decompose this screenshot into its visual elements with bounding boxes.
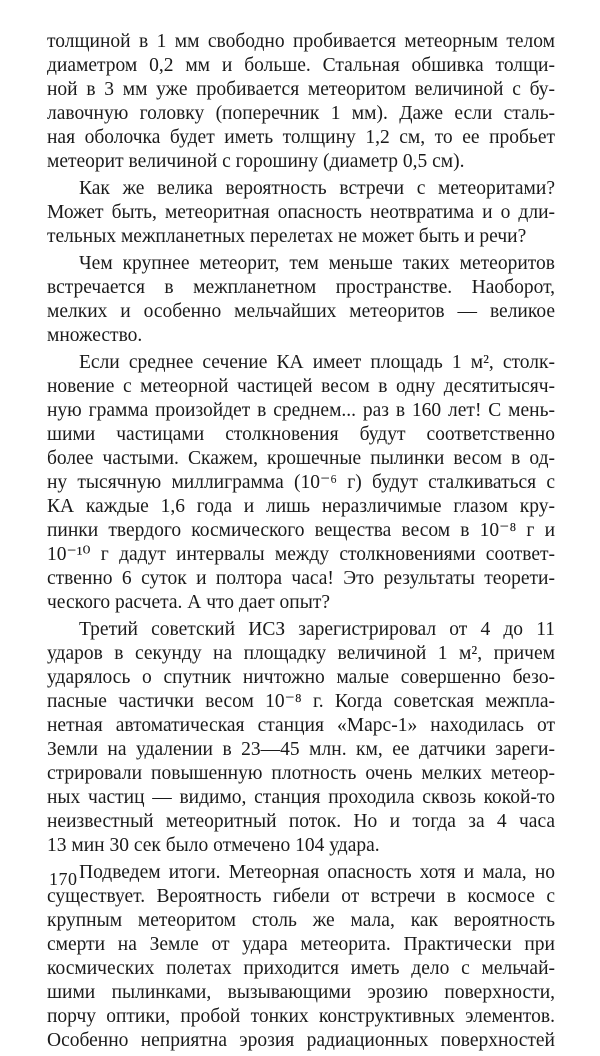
text-line: стрировали повышенную плотность очень мелких метеор- [47, 763, 555, 784]
text-line: пасные частички весом 10⁻⁸ г. Когда советская межпла- [47, 691, 555, 712]
text-line: Земли на удалении в 23—45 млн. км, ее датчики зареги- [47, 739, 555, 760]
paragraph-2 [47, 177, 555, 249]
text-line: ной в 3 мм уже пробивается метеоритом величиной с бу- [47, 79, 555, 100]
text-line: крупным метеоритом столь же мала, как вероятность [47, 910, 555, 931]
text-line: новение с метеорной частицей весом в одну десятитысяч- [47, 376, 555, 397]
text-line: смерти на Земле от удара метеорита. Практически при [47, 934, 555, 955]
text-line: более частыми. Скажем, крошечные пылинки весом в од- [47, 448, 555, 469]
text-line: 10⁻¹⁰ г дадут интервалы между столкновениями соответ- [47, 544, 555, 565]
text-line: неизвестный метеоритный поток. Но и тогда за 4 часа [47, 811, 555, 832]
text-line: пинки твердого космического вещества весом в 10⁻⁸ г и [47, 520, 555, 541]
text-line: множество. [47, 325, 143, 346]
text-line: Третий советский ИСЗ зарегистрировал от 4 до 11 [79, 619, 555, 640]
text-line: ударялось о спутник ничтожно малые совершенно безо- [47, 667, 555, 688]
text-line: существует. Вероятность гибели от встречи в космосе с [47, 886, 555, 907]
text-line: Если среднее сечение КА имеет площадь 1 м², столк- [79, 352, 555, 373]
text-line: ная оболочка будет иметь толщину 1,2 см, то ее пробьет [47, 127, 555, 148]
text-line: Чем крупнее метеорит, тем меньше таких метеоритов [79, 253, 555, 274]
text-line: ственно 6 суток и полтора часа! Это результаты теорети- [47, 568, 555, 589]
text-line: ных частиц — видимо, станция проходила сквозь кокой-то [47, 787, 555, 808]
text-line: Подведем итоги. Метеорная опасность хотя и мала, но [79, 862, 555, 883]
text-line: 13 мин 30 сек было отмечено 104 удара. [47, 835, 380, 856]
text-line: ческого расчета. А что дает опыт? [47, 592, 331, 613]
text-line: шими пылинками, вызывающими эрозию поверхности, [47, 982, 555, 1003]
text-line: метеорит величиной с горошину (диаметр 0,5 см). [47, 151, 465, 172]
text-line: мелких и особенно мельчайших метеоритов — великое [47, 301, 555, 322]
text-line: порчу оптики, пробой тонких конструктивных элементов. [47, 1006, 555, 1027]
text-line: лавочную головку (поперечник 1 мм). Даже если сталь- [47, 103, 555, 124]
text-line: встречается в межпланетном пространстве. Наоборот, [47, 277, 555, 298]
text-line: Может быть, метеоритная опасность неотвратима и о дли- [47, 202, 555, 223]
text-line: КА каждые 1,6 года и лишь неразличимые глазом кру- [47, 496, 555, 517]
paragraph-5 [47, 618, 555, 858]
text-line: тельных межпланетных перелетах не может быть и речи? [47, 226, 527, 247]
text-line: Как же велика вероятность встречи с метеоритами? [79, 178, 555, 199]
text-line: шими частицами столкновения будут соответственно [47, 424, 555, 445]
paragraph-6 [47, 861, 555, 1053]
text-line: диаметром 0,2 мм и больше. Стальная обшивка толщи- [47, 55, 555, 76]
paragraph-1 [47, 30, 555, 174]
page-number: 170 [49, 869, 78, 889]
text-line: толщиной в 1 мм свободно пробивается метеорным телом [47, 31, 555, 52]
text-line: ну тысячную миллиграмма (10⁻⁶ г) будут сталкиваться с [47, 472, 555, 493]
text-line: ударов в секунду на площадку величиной 1 м², причем [47, 643, 555, 664]
text-line: ную грамма произойдет в среднем... раз в 160 лет! С мень- [47, 400, 555, 421]
paragraph-4 [47, 351, 555, 615]
page-body [47, 30, 555, 1056]
text-line: космических полетах приходится иметь дело с мельчай- [47, 958, 555, 979]
text-line: нетная автоматическая станция «Марс-1» находилась от [47, 715, 555, 736]
text-line: Особенно неприятна эрозия радиационных поверхностей [47, 1030, 555, 1051]
paragraph-3 [47, 252, 555, 348]
